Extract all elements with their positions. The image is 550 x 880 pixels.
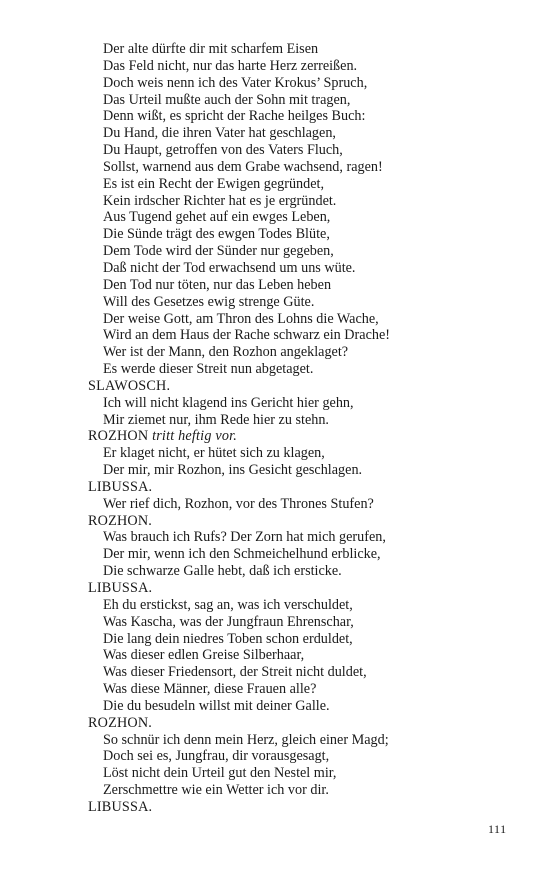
verse-line: Die schwarze Galle hebt, daß ich ersticke. <box>103 563 342 580</box>
verse-line: Es ist ein Recht der Ewigen gegründet, <box>103 175 325 192</box>
verse-line: Das Feld nicht, nur das harte Herz zerreißen. <box>103 57 358 74</box>
verse-text-block <box>88 41 528 816</box>
verse-line: Will des Gesetzes ewig strenge Güte. <box>103 293 315 310</box>
verse-line: Was dieser Friedensort, der Streit nicht duldet, <box>103 664 367 681</box>
speaker-name: ROZHON <box>88 428 149 445</box>
verse-line: Doch weis nenn ich des Vater Krokus’ Spruch, <box>103 74 368 91</box>
verse-line: Der mir, mir Rozhon, ins Gesicht geschlagen. <box>103 462 363 479</box>
verse-line: Dem Tode wird der Sünder nur gegeben, <box>103 243 334 260</box>
verse-line: Denn wißt, es spricht der Rache heilges Buch: <box>103 108 366 125</box>
verse-line: Wer ist der Mann, den Rozhon angeklaget? <box>103 344 349 361</box>
verse-line: Was diese Männer, diese Frauen alle? <box>103 681 317 698</box>
verse-line: Was dieser edlen Greise Silberhaar, <box>103 647 305 664</box>
speaker-name: ROZHON. <box>88 512 153 529</box>
verse-line: Was Kascha, was der Jungfraun Ehrenschar, <box>103 613 354 630</box>
verse-line: Den Tod nur töten, nur das Leben heben <box>103 276 332 293</box>
verse-line: So schnür ich denn mein Herz, gleich einer Magd; <box>103 731 389 748</box>
speaker-with-stage-direction <box>88 428 528 445</box>
verse-line: Der weise Gott, am Thron des Lohns die Wache, <box>103 310 379 327</box>
verse-line: Was brauch ich Rufs? Der Zorn hat mich gerufen, <box>103 529 386 546</box>
speaker-name: LIBUSSA. <box>88 478 153 495</box>
speaker-name: LIBUSSA. <box>88 580 153 596</box>
verse-line: Es werde dieser Streit nun abgetaget. <box>103 361 314 378</box>
verse-line: Der mir, wenn ich den Schmeichelhund erblicke, <box>103 546 381 563</box>
speaker-name: SLAWOSCH. <box>88 377 171 394</box>
verse-line: Eh du erstickst, sag an, was ich verschuldet, <box>103 596 353 613</box>
stage-direction: tritt heftig vor. <box>152 428 238 445</box>
verse-line: Doch sei es, Jungfrau, dir vorausgesagt, <box>103 748 330 765</box>
verse-line: Ich will nicht klagend ins Gericht hier gehn, <box>103 394 354 411</box>
verse-line: Wird an dem Haus der Rache schwarz ein Drache! <box>103 327 390 344</box>
verse-line: Die lang dein niedres Toben schon erduldet, <box>103 630 353 647</box>
verse-line: Er klaget nicht, er hütet sich zu klagen, <box>103 445 325 462</box>
speaker-name: LIBUSSA. <box>88 798 153 815</box>
verse-line: Das Urteil mußte auch der Sohn mit tragen, <box>103 91 351 108</box>
verse-line: Daß nicht der Tod erwachsend um uns wüte. <box>103 259 356 276</box>
verse-line: Du Haupt, getroffen von des Vaters Fluch, <box>103 142 343 159</box>
speaker-name: ROZHON. <box>88 714 153 731</box>
verse-line: Wer rief dich, Rozhon, vor des Thrones Stufen? <box>103 495 374 512</box>
verse-line: Sollst, warnend aus dem Grabe wachsend, ragen! <box>103 158 383 175</box>
verse-line: Aus Tugend gehet auf ein ewges Leben, <box>103 209 331 226</box>
verse-line: Die du besudeln willst mit deiner Galle. <box>103 697 330 714</box>
verse-line: Löst nicht dein Urteil gut den Nestel mir, <box>103 765 337 782</box>
page-number: 111 <box>488 822 507 836</box>
verse-line: Kein irdscher Richter hat es je ergründet. <box>103 192 337 209</box>
verse-line: Zerschmettre wie ein Wetter ich vor dir. <box>103 782 329 799</box>
verse-line: Der alte dürfte dir mit scharfem Eisen <box>103 41 319 57</box>
verse-line: Du Hand, die ihren Vater hat geschlagen, <box>103 125 336 142</box>
verse-line: Mir ziemet nur, ihm Rede hier zu stehn. <box>103 411 329 428</box>
verse-line: Die Sünde trägt des ewgen Todes Blüte, <box>103 226 330 243</box>
